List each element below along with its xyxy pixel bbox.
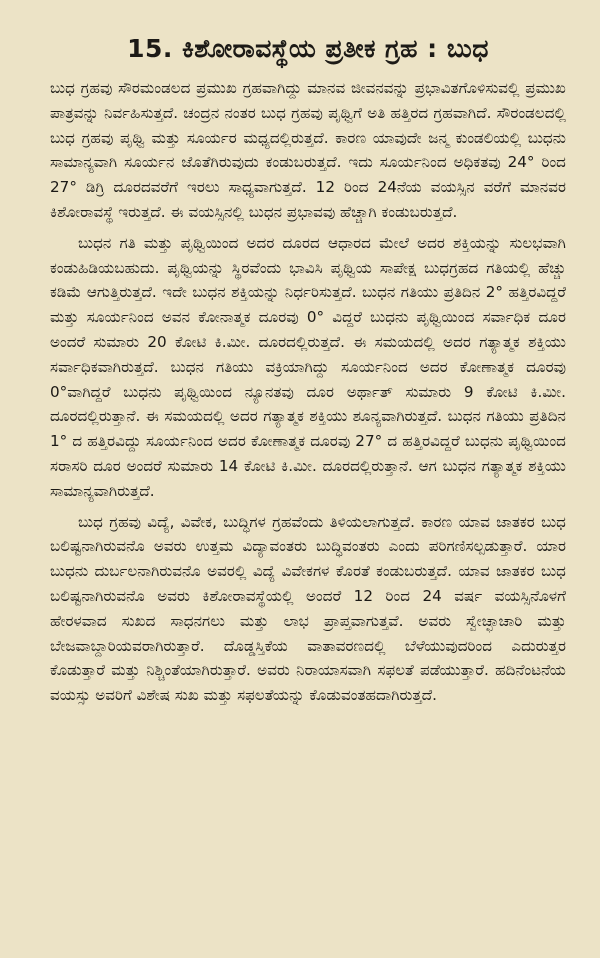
- paragraph-2: ಬುಧನ ಗತಿ ಮತ್ತು ಪೃಥ್ವಿಯಿಂದ ಅದರ ದೂರದ ಆಧಾರದ ಮೇಲೆ ಅದರ ಶಕ್ತಿಯನ್ನು ಸುಲಭವಾಗಿ ಕಂಡುಹಿಡಿಯಬಹುದು. ಪೃಥ್ವಿಯನ್ನು ಸ್ಥಿರವೆಂದು ಭಾವಿಸಿ ಪೃಥ್ವಿಯ ಸಾಪೇಕ್ಷ ಬುಧಗ್ರಹದ ಗತಿಯಲ್ಲಿ ಹೆಚ್ಚು ಕಡಿಮೆ ಆಗುತ್ತಿರುತ್ತದೆ. ಇದೇ ಬುಧನ ಶಕ್ತಿಯನ್ನು ನಿರ್ಧರಿಸುತ್ತದೆ. ಬುಧನ ಗತಿಯು ಪ್ರತಿದಿನ 2° ಹತ್ತಿರವಿದ್ದರೆ ಮತ್ತು ಸೂರ್ಯನಿಂದ ಅವನ ಕೋನಾತ್ಮಕ ದೂರವು 0° ವಿದ್ದರೆ ಬುಧನು ಪೃಥ್ವಿಯಿಂದ ಸರ್ವಾಧಿಕ ದೂರ ಅಂದರೆ ಸುಮಾರು 20 ಕೋಟಿ ಕಿ.ಮೀ. ದೂರದಲ್ಲಿರುತ್ತದೆ. ಈ ಸಮಯದಲ್ಲಿ ಅದರ ಗತ್ಯಾತ್ಮಕ ಶಕ್ತಿಯು ಸರ್ವಾಧಿಕವಾಗಿರುತ್ತದೆ. ಬುಧನ ಗತಿಯು ವಕ್ರಿಯಾಗಿದ್ದು ಸೂರ್ಯನಿಂದ ಅದರ ಕೋಣಾತ್ಮಕ ದೂರವು 0°ವಾಗಿದ್ದರೆ ಬುಧನು ಪೃಥ್ವಿಯಿಂದ ನ್ಯೂನತವು ದೂರ ಅರ್ಥಾತ್ ಸುಮಾರು 9 ಕೋಟಿ ಕಿ.ಮೀ. ದೂರದಲ್ಲಿರುತ್ತಾನೆ. ಈ ಸಮಯದಲ್ಲಿ ಅದರ ಗತ್ಯಾತ್ಮಕ ಶಕ್ತಿಯು ಶೂನ್ಯವಾಗಿರುತ್ತದೆ. ಬುಧನ ಗತಿಯು ಪ್ರತಿದಿನ 1° ದ ಹತ್ತಿರವಿದ್ದು ಸೂರ್ಯನಿಂದ ಅದರ ಕೋಣಾತ್ಮಕ ದೂರವು 27° ದ ಹತ್ತಿರವಿದ್ದರೆ ಬುಧನು ಪೃಥ್ವಿಯಿಂದ ಸರಾಸರಿ ದೂರ ಅಂದರೆ ಸುಮಾರು 14 ಕೋಟಿ ಕಿ.ಮೀ. ದೂರದಲ್ಲಿರುತ್ತಾನೆ. ಆಗ ಬುಧನ ಗತ್ಯಾತ್ಮಕ ಶಕ್ತಿಯು ಸಾಮಾನ್ಯವಾಗಿರುತ್ತದೆ.: [50, 233, 566, 500]
- paragraph-3: ಬುಧ ಗ್ರಹವು ವಿದ್ಯೆ, ವಿವೇಕ, ಬುದ್ಧಿಗಳ ಗ್ರಹವೆಂದು ತಿಳಿಯಲಾಗುತ್ತದೆ. ಕಾರಣ ಯಾವ ಜಾತಕರ ಬುಧ ಬಲಿಷ್ಟನಾಗಿರುವನೊ ಅವರು ಉತ್ತಮ ವಿದ್ಯಾವಂತರು ಬುದ್ಧಿವಂತರು ಎಂದು ಪರಿಗಣಿಸಲ್ಪಡುತ್ತಾರೆ. ಯಾರ ಬುಧನು ದುರ್ಬಲನಾಗಿರುವನೊ ಅವರಲ್ಲಿ ವಿದ್ಯೆ ವಿವೇಕಗಳ ಕೊರತೆ ಕಂಡುಬರುತ್ತದೆ. ಯಾವ ಜಾತಕರ ಬುಧ ಬಲಿಷ್ಟನಾಗಿರುವನೊ ಅವರು ಕಿಶೋರಾವಸ್ಥೆಯಲ್ಲಿ ಅಂದರೆ 12 ರಿಂದ 24 ವರ್ಷ ವಯಸ್ಸಿನೊಳಗೆ ಹೇರಳವಾದ ಸುಖದ ಸಾಧನಗಲು ಮತ್ತು ಲಾಭ ಪ್ರಾಪ್ತವಾಗುತ್ತವೆ. ಅವರು ಸ್ವೇಚ್ಛಾಚಾರಿ ಮತ್ತು ಬೇಜವಾಬ್ದಾರಿಯವರಾಗಿರುತ್ತಾರೆ. ದೊಡ್ಡಸ್ತಿಕೆಯ ವಾತಾವರಣದಲ್ಲಿ ಬೆಳೆಯುವುದರಿಂದ ಎದುರುತ್ತರ ಕೊಡುತ್ತಾರೆ ಮತ್ತು ನಿಶ್ಚಿಂತೆಯಾಗಿರುತ್ತಾರೆ. ಅವರು ನಿರಾಯಾಸವಾಗಿ ಸಫಲತೆ ಪಡೆಯುತ್ತಾರೆ. ಹದಿನೆಂಟನೆಯ ವಯಸ್ಸು ಅವರಿಗೆ ವಿಶೇಷ ಸುಖ ಮತ್ತು ಸಫಲತೆಯನ್ನು ಕೊಡುವಂತಹದಾಗಿರುತ್ತದೆ.: [50, 512, 566, 705]
- chapter-title: 15. ಕಿಶೋರಾವಸ್ಥೆಯ ಪ್ರತೀಕ ಗ್ರಹ : ಬುಧ: [127, 34, 489, 63]
- paragraph-1: ಬುಧ ಗ್ರಹವು ಸೌರಮಂಡಲದ ಪ್ರಮುಖ ಗ್ರಹವಾಗಿದ್ದು ಮಾನವ ಜೀವನವನ್ನು ಪ್ರಭಾವಿತಗೊಳಿಸುವಲ್ಲಿ ಪ್ರಮುಖ ಪಾತ್ರವನ್ನು ನಿರ್ವಹಿಸುತ್ತದೆ. ಚಂದ್ರನ ನಂತರ ಬುಧ ಗ್ರಹವು ಪೃಥ್ವಿಗೆ ಅತಿ ಹತ್ತಿರದ ಗ್ರಹವಾಗಿದೆ. ಸೌರಂಡಲದಲ್ಲಿ ಬುಧ ಗ್ರಹವು ಪೃಥ್ವಿ ಮತ್ತು ಸೂರ್ಯರ ಮಧ್ಯದಲ್ಲಿರುತ್ತದೆ. ಕಾರಣ ಯಾವುದೇ ಜನ್ಮ ಕುಂಡಲಿಯಲ್ಲಿ ಬುಧನು ಸಾಮಾನ್ಯವಾಗಿ ಸೂರ್ಯನ ಜೊತೆಗಿರುವುದು ಕಂಡುಬರುತ್ತದೆ. ಇದು ಸೂರ್ಯನಿಂದ ಅಧಿಕತವು 24° ರಿಂದ 27° ಡಿಗ್ರಿ ದೂರದವರೆಗೆ ಇರಲು ಸಾಧ್ಯವಾಗುತ್ತದೆ. 12 ರಿಂದ 24ನೆಯ ವಯಸ್ಸಿನ ವರೆಗೆ ಮಾನವರ ಕಿಶೋರಾವಸ್ಥೆ ಇರುತ್ತದೆ. ಈ ವಯಸ್ಸಿನಲ್ಲಿ ಬುಧನ ಪ್ರಭಾವವು ಹೆಚ್ಚಾಗಿ ಕಂಡುಬರುತ್ತದೆ.: [50, 79, 566, 221]
